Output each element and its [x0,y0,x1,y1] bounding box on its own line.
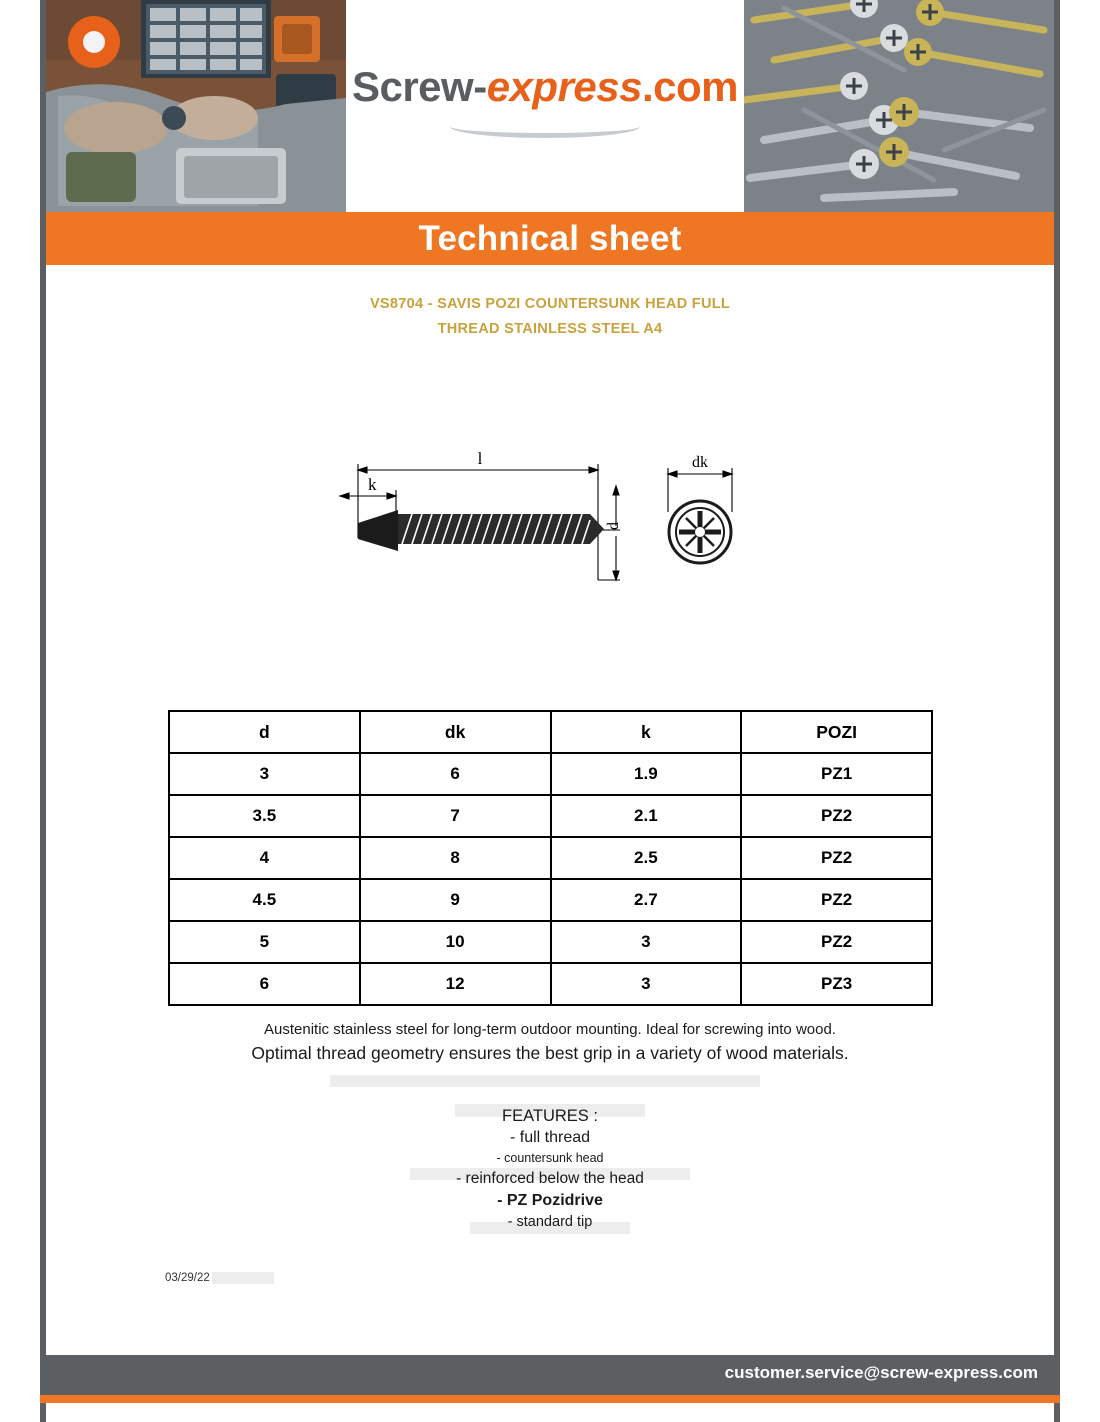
product-title [240,292,860,342]
table-header-pozi: POZI [741,711,932,753]
footer-accent-bar [40,1395,1060,1403]
table-cell-dk: 8 [360,837,551,879]
table-row [169,753,932,795]
table-cell-k: 2.5 [551,837,742,879]
table-cell-pozi: PZ2 [741,795,932,837]
table-cell-pozi: PZ3 [741,963,932,1005]
product-title-line1: VS8704 - SAVIS POZI COUNTERSUNK HEAD FULL [369,296,731,312]
table-row [169,879,932,921]
table-cell-dk: 7 [360,795,551,837]
table-cell-k: 2.1 [551,795,742,837]
screws-photo-graphic [744,0,1054,212]
feature-item-countersunk-head: - countersunk head [496,1151,604,1165]
table-row [169,963,932,1005]
table-row [169,795,932,837]
table-header-row [169,711,932,753]
screw-technical-drawing [320,440,790,605]
workbench-photo-graphic [46,0,346,212]
scan-smudge [212,1272,274,1284]
table-header-d: d [169,711,360,753]
table-cell-dk: 10 [360,921,551,963]
table-cell-d: 4.5 [169,879,360,921]
table-cell-dk: 12 [360,963,551,1005]
description-line-1: Austenitic stainless steel for long-term outdoor mounting. Ideal for screwing into wood. [264,1021,836,1038]
feature-item-reinforced-below-head: - reinforced below the head [456,1170,644,1187]
features-block [350,1105,750,1232]
table-cell-pozi: PZ2 [741,837,932,879]
table-cell-k: 2.7 [551,879,742,921]
drawing-label-l: l [477,449,483,468]
drawing-label-dk: dk [692,454,708,471]
table-cell-pozi: PZ1 [741,753,932,795]
drawing-label-k: k [368,475,377,494]
table-cell-d: 3 [169,753,360,795]
table-cell-d: 5 [169,921,360,963]
table-row [169,921,932,963]
table-cell-k: 3 [551,921,742,963]
brand-logo-area [346,0,744,212]
technical-sheet-title: Technical sheet [418,218,682,258]
right-rail-decoration [1054,0,1060,1422]
feature-item-pz-pozidrive: - PZ Pozidrive [497,1192,603,1209]
table-cell-pozi: PZ2 [741,879,932,921]
table-cell-d: 4 [169,837,360,879]
logo-swoosh-decoration [450,115,640,138]
feature-item-standard-tip: - standard tip [507,1214,593,1230]
specification-table [168,710,933,1006]
table-cell-dk: 9 [360,879,551,921]
table-cell-k: 3 [551,963,742,1005]
logo-text-screw: Screw- [351,62,487,110]
table-cell-pozi: PZ2 [741,921,932,963]
table-header-k: k [551,711,742,753]
features-title: FEATURES : [502,1107,598,1125]
screw-drawing-graphic [320,440,790,605]
table-row [169,837,932,879]
logo-text [352,63,738,111]
workbench-photo [46,0,346,212]
table-cell-k: 1.9 [551,753,742,795]
table-header-dk: dk [360,711,551,753]
logo [352,63,738,138]
description-line-2: Optimal thread geometry ensures the best grip in a variety of wood materials. [251,1043,849,1063]
logo-text-express: express [486,62,642,110]
screws-photo [744,0,1054,212]
footer-email[interactable]: customer.service@screw-express.com [724,1363,1038,1382]
drawing-label-d: d [605,522,622,530]
product-title-line2: THREAD STAINLESS STEEL A4 [437,321,663,337]
technical-sheet-banner [46,212,1054,265]
table-cell-d: 6 [169,963,360,1005]
feature-item-full-thread: - full thread [509,1129,591,1146]
scan-smudge [330,1075,760,1087]
document-date: 03/29/22 [165,1272,210,1284]
page-header [46,0,1054,212]
logo-text-dotcom: .com [642,62,739,110]
table-cell-dk: 6 [360,753,551,795]
table-cell-d: 3.5 [169,795,360,837]
